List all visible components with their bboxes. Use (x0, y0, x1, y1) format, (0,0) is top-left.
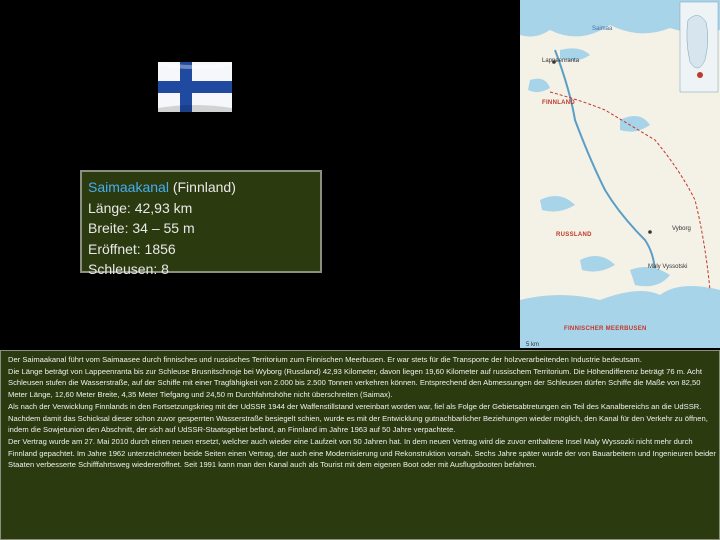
canal-map (520, 0, 720, 348)
label-lappeenranta: Lappeenranta (542, 58, 580, 64)
paragraph-intro: Der Saimaakanal führt vom Saimaasee durch finnisches und russisches Territorium zum Finnischen Meerbusen. Er war stets für die Transporte der holzverarbeitenden Industrie bedeutsam. (8, 355, 642, 364)
map-graphic (520, 0, 720, 348)
info-width: Breite: 34 – 55 m (88, 220, 195, 236)
canal-country: (Finnland) (168, 179, 236, 195)
label-vyborg: Vyborg (672, 226, 691, 232)
label-finnland: FINNLAND (542, 100, 576, 106)
label-saimaa: Saimaa (592, 26, 613, 32)
paragraph-dimensions: Die Länge beträgt von Lappeenranta bis zur Schleuse Brusnitschnoje bei Wyborg (Russland) 42,93 Kilometer, davon liegen 19,60 Kilometer auf russischem Territorium. Die Höhendifferenz beträgt 76 m. Acht Schleusen stufen die Wasserstraße, auf der Schiffe mit einer Tragfähigkeit von 2.000 bis 2.500 Tonnen verkehren können. Entsprechend den Abmessungen der Schleusen dürfen Schiffe die Maße von 82,50 Meter Länge, 12,60 Meter Breite, 4,35 Meter Tiefgang und 24,50 m Durchfahrtshöhe nicht überschreiten (Saimax). (8, 366, 703, 400)
label-gulf: FINNISCHER MEERBUSEN (564, 326, 647, 332)
label-maly: Maly Vyssotski (648, 264, 688, 270)
paragraph-history: Als nach der Verwicklung Finnlands in den Fortsetzungskrieg mit der UdSSR 1944 der Waffenstillstand vereinbart worden war, fiel als Folge der Gebietsabtretungen ein Teil des Kanalbereichs an die UdSSR. Nachdem damit das Schicksal dieser schon zuvor gesperrten Wasserstraße besiegelt schien, wurde es mit der Entwicklung gutnachbarlicher Beziehungen wieder möglich, den Kanal für den Verkehr zu öffnen, indem die Sowjetunion den Abschnitt, der sich auf UdSSR-Staatsgebiet befand, an Finnland im Jahre 1963 auf 50 Jahre verpachtete. (8, 401, 708, 435)
info-opened: Eröffnet: 1856 (88, 240, 176, 257)
label-russland: RUSSLAND (556, 232, 592, 238)
canal-info-box (80, 170, 322, 277)
canal-name[interactable]: Saimaakanal (88, 179, 169, 195)
info-length: Länge: 42,93 km (88, 199, 193, 216)
info-title (88, 177, 320, 198)
info-locks: Schleusen: 8 (88, 261, 169, 277)
description-text (0, 350, 720, 540)
paragraph-contract: Der Vertrag wurde am 27. Mai 2010 durch einen neuen ersetzt, welcher auch wieder eine Laufzeit von 50 Jahren hat. In dem neuen Vertrag wird die zuvor enthaltene Insel Maly Wyssozki nicht mehr durch Finnland gepachtet. Im Jahre 1962 unterzeichneten beide Seiten einen Vertrag, der auch eine Modernisierung und Rekonstruktion vorsah. Sechs Jahre später wurde der von Bauarbeitern und Ingenieuren beider Staaten verbesserte Schifffahrtsweg wiedereröffnet. Seit 1991 kann man den Kanal auch als Tourist mit dem eigenen Boot oder mit Ausflugsbooten befahren. (8, 436, 716, 470)
label-corner: 5 km (526, 342, 540, 348)
finland-flag-icon (158, 62, 232, 112)
